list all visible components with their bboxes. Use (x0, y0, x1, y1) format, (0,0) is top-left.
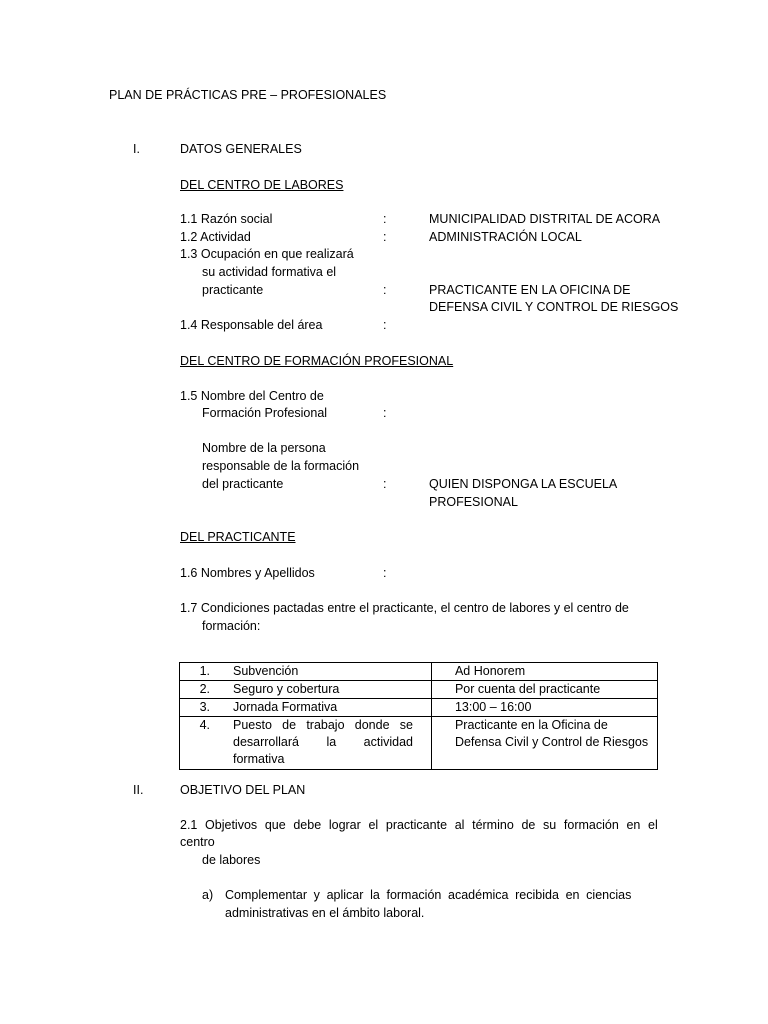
nombres-apellidos-separator: : (383, 566, 387, 580)
nombre-centro-separator: : (383, 406, 387, 420)
condiciones-line2: formación: (202, 619, 261, 633)
table-cell-label (180, 699, 432, 717)
actividad-value: ADMINISTRACIÓN LOCAL (429, 230, 582, 244)
table-cell-label (180, 717, 432, 770)
row-number: 4. (199, 718, 210, 732)
row-number: 3. (199, 700, 210, 714)
table-cell-value: 13:00 – 16:00 (431, 699, 657, 717)
table-cell-label (180, 663, 432, 681)
table-row (180, 699, 658, 717)
row-label: Puesto de trabajo donde se desarrollará la actividad formativa (233, 718, 413, 766)
practicante-heading: DEL PRACTICANTE (180, 530, 296, 544)
item-a-line2: administrativas en el ámbito laboral. (225, 906, 425, 920)
section-2-number: II. (133, 783, 144, 797)
table-cell-value: Ad Honorem (431, 663, 657, 681)
nombre-centro-line1: 1.5 Nombre del Centro de (180, 389, 324, 403)
ocupacion-label-line3: practicante (202, 283, 264, 297)
centro-formacion-heading: DEL CENTRO DE FORMACIÓN PROFESIONAL (180, 354, 454, 368)
table-row (180, 663, 658, 681)
nombres-apellidos-label: 1.6 Nombres y Apellidos (180, 566, 315, 580)
ocupacion-value-line1: PRACTICANTE EN LA OFICINA DE (429, 283, 631, 297)
row-label: Seguro y cobertura (233, 682, 340, 696)
table-cell-value: Practicante en la Oficina de Defensa Civil y Control de Riesgos (431, 717, 657, 770)
actividad-row (180, 228, 740, 246)
razon-social-row (180, 210, 740, 228)
persona-value-line1: QUIEN DISPONGA LA ESCUELA (429, 477, 618, 491)
persona-label-line2: responsable de la formación (202, 459, 360, 473)
nombre-centro-line2: Formación Profesional (202, 406, 328, 420)
row-label: Subvención (233, 664, 299, 678)
conditions-table (179, 662, 658, 770)
row-label: Jornada Formativa (233, 700, 338, 714)
centro-labores-heading: DEL CENTRO DE LABORES (180, 178, 344, 192)
table-row (180, 717, 658, 770)
persona-value-line2: PROFESIONAL (429, 495, 518, 509)
ocupacion-value-line2: DEFENSA CIVIL Y CONTROL DE RIESGOS (429, 300, 679, 314)
table-row (180, 681, 658, 699)
razon-social-value: MUNICIPALIDAD DISTRITAL DE ACORA (429, 212, 661, 226)
section-1-title: DATOS GENERALES (180, 142, 302, 156)
table-cell-label (180, 681, 432, 699)
row-number: 1. (199, 664, 210, 678)
actividad-label: 1.2 Actividad (180, 230, 251, 244)
row-number: 2. (199, 682, 210, 696)
persona-label-line1: Nombre de la persona (202, 441, 326, 455)
condiciones-line1: 1.7 Condiciones pactadas entre el practicante, el centro de labores y el centro de (180, 601, 629, 615)
document-title: PLAN DE PRÁCTICAS PRE – PROFESIONALES (109, 88, 387, 102)
objetivos-line1: 2.1 Objetivos que debe lograr el practicante al término de su formación en el (180, 818, 658, 832)
objetivos-line2: centro (180, 835, 215, 849)
ocupacion-label-line1: 1.3 Ocupación en que realizará (180, 247, 354, 261)
table-cell-value: Por cuenta del practicante (431, 681, 657, 699)
responsable-separator: : (383, 318, 387, 332)
razon-social-separator: : (383, 212, 387, 226)
objetivos-line3: de labores (202, 853, 261, 867)
actividad-separator: : (383, 230, 387, 244)
item-a-marker: a) (202, 888, 214, 902)
responsable-label: 1.4 Responsable del área (180, 318, 323, 332)
persona-label-line3: del practicante (202, 477, 284, 491)
persona-separator: : (383, 477, 387, 491)
section-2-title: OBJETIVO DEL PLAN (180, 783, 306, 797)
item-a-line1: Complementar y aplicar la formación académica recibida en ciencias (225, 888, 632, 902)
ocupacion-separator: : (383, 283, 387, 297)
razon-social-label: 1.1 Razón social (180, 212, 273, 226)
ocupacion-label-line2: su actividad formativa el (202, 265, 337, 279)
section-1-number: I. (133, 142, 140, 156)
